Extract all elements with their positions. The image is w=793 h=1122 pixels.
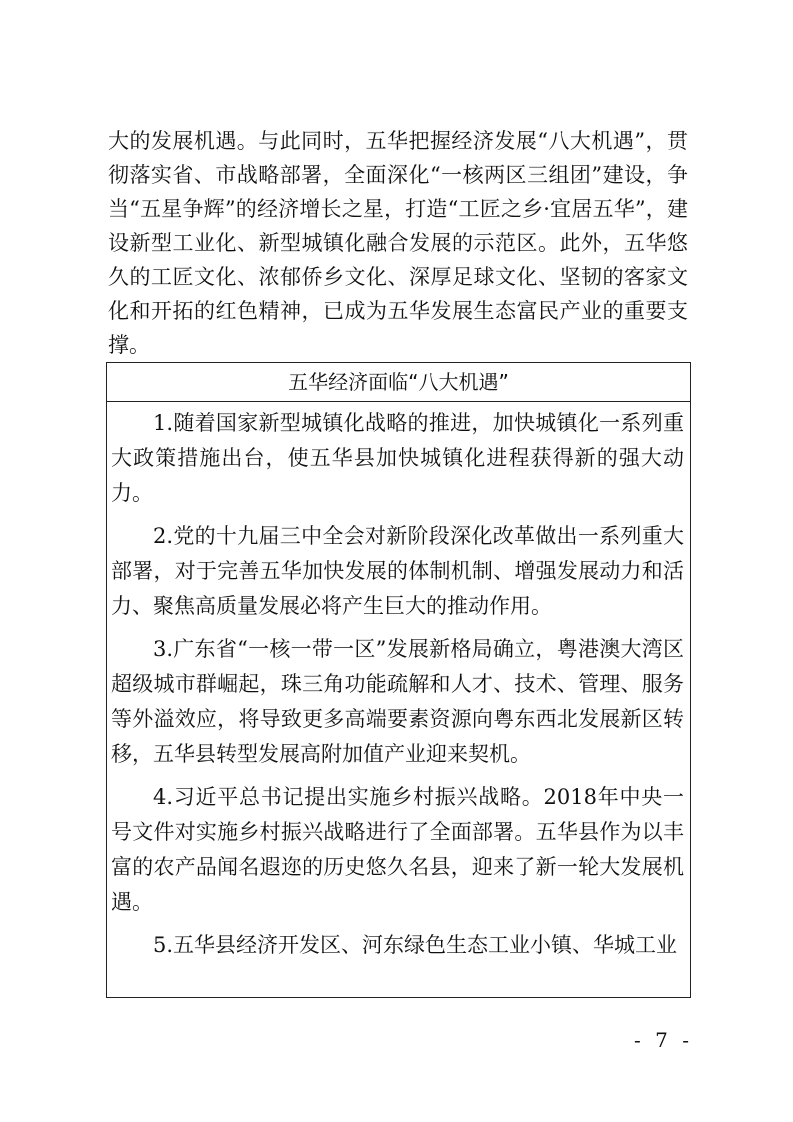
opportunity-item-1: 1.随着国家新型城镇化战略的推进，加快城镇化一系列重大政策措施出台，使五华县加快城镇化进程获得新的强大动力。 bbox=[111, 411, 684, 505]
box-body bbox=[107, 402, 690, 963]
page-number: - 7 - bbox=[634, 1028, 693, 1052]
box-title: 五华经济面临“八大机遇” bbox=[107, 363, 690, 402]
intro-paragraph: 大的发展机遇。与此同时，五华把握经济发展“八大机遇”，贯彻落实省、市战略部署，全面深化“一核两区三组团”建设，争当“五星争辉”的经济增长之星，打造“工匠之乡·宜居五华”，建设新型工业化、新型城镇化融合发展的示范区。此外，五华悠久的工匠文化、浓郁侨乡文化、深厚足球文化、坚韧的客家文化和开拓的红色精神，已成为五华发展生态富民产业的重要支撑。 bbox=[108, 129, 688, 357]
opportunity-item-5: 5.五华县经济开发区、河东绿色生态工业小镇、华城工业 bbox=[153, 933, 678, 957]
opportunity-item-2: 2.党的十九届三中全会对新阶段深化改革做出一系列重大部署，对于完善五华加快发展的体制机制、增强发展动力和活力、聚焦高质量发展必将产生巨大的推动作用。 bbox=[111, 524, 684, 618]
opportunity-item-3: 3.广东省“一核一带一区”发展新格局确立，粤港澳大湾区超级城市群崛起，珠三角功能疏解和人才、技术、管理、服务等外溢效应，将导致更多高端要素资源向粤东西北发展新区转移，五华县转型发展高附加值产业迎来契机。 bbox=[111, 637, 684, 766]
opportunities-box bbox=[106, 362, 691, 998]
opportunity-item-4: 4.习近平总书记提出实施乡村振兴战略。2018年中央一号文件对实施乡村振兴战略进行了全面部署。五华县作为以丰富的农产品闻名遐迩的历史悠久名县，迎来了新一轮大发展机遇。 bbox=[111, 785, 684, 914]
